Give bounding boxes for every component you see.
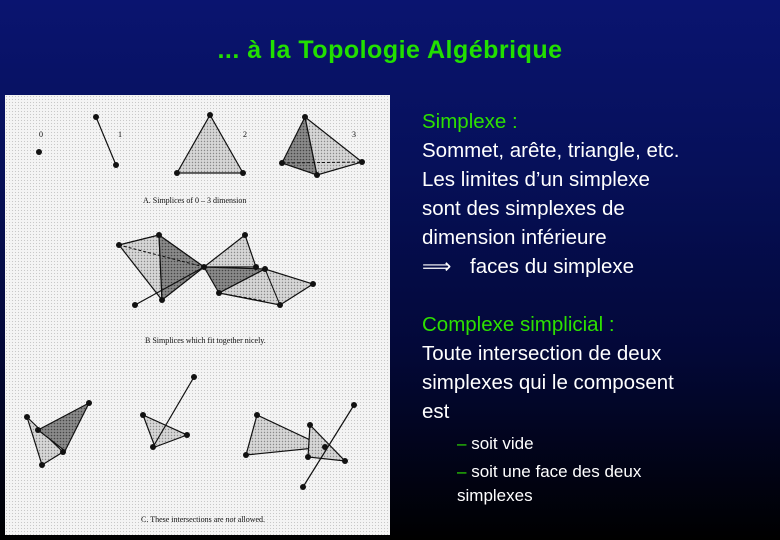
dash-bullet: –	[457, 434, 467, 453]
label-dim-3: 3	[352, 130, 356, 139]
edge-1-simplex	[93, 114, 119, 168]
implies-icon: ⟹	[422, 255, 452, 278]
bullet-item: – soit vide	[457, 434, 534, 453]
vertex-0-simplex	[36, 149, 42, 155]
tetrahedron-3-simplex	[279, 114, 365, 178]
implies-line	[422, 252, 772, 281]
complexe-line: Toute intersection de deux	[422, 342, 662, 365]
section-a-simplices	[36, 112, 365, 205]
simplexe-line: sont des simplexes de	[422, 197, 625, 220]
caption-a: A. Simplices of 0 – 3 dimension	[143, 196, 247, 205]
slide-title: ... à la Topologie Algébrique	[217, 36, 563, 64]
dash-bullet: –	[457, 462, 467, 481]
complexe-heading: Complexe simplicial :	[422, 313, 615, 336]
implies-text: faces du simplexe	[470, 255, 635, 278]
simplices-illustration	[5, 95, 390, 535]
section-b-complex	[116, 232, 316, 345]
section-c-invalid	[24, 374, 357, 524]
simplexe-line: Les limites d’un simplexe	[422, 168, 650, 191]
triangle-2-simplex	[174, 112, 246, 176]
content-text	[422, 107, 772, 508]
complexe-line: simplexes qui le composent	[422, 371, 674, 394]
label-dim-0: 0	[39, 130, 43, 139]
simplices-figure	[5, 95, 390, 535]
simplexe-line: Sommet, arête, triangle, etc.	[422, 139, 680, 162]
caption-c: C. These intersections are not allowed.	[141, 515, 266, 524]
bullet-item: – soit une face des deux simplexes	[457, 462, 642, 505]
caption-b: B Simplices which fit together nicely.	[145, 336, 266, 345]
simplexe-line: dimension inférieure	[422, 226, 607, 249]
label-dim-1: 1	[118, 130, 122, 139]
label-dim-2: 2	[243, 130, 247, 139]
simplexe-heading: Simplexe :	[422, 110, 518, 133]
complexe-line: est	[422, 400, 450, 423]
